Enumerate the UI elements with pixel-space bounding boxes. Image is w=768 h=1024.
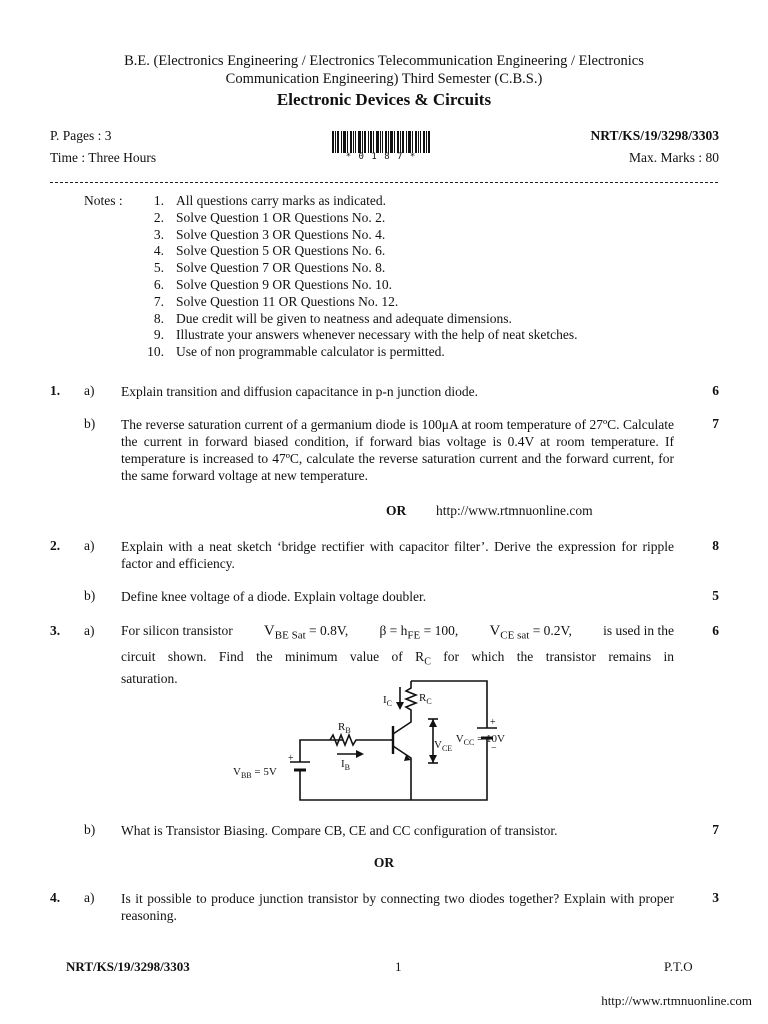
page-count: P. Pages : 3: [50, 128, 112, 143]
note-number: 5.: [153, 260, 164, 276]
page-number: 1: [395, 959, 402, 974]
paper-code: NRT/KS/19/3298/3303: [590, 128, 719, 143]
note-item: [153, 310, 512, 328]
question-marks: 6: [712, 383, 719, 398]
text-line: saturation.: [121, 671, 178, 687]
text-line: circuit shown. Find the minimum value of $R_C$ for which the transistor remains in: [121, 648, 674, 668]
note-number: 9.: [153, 327, 164, 343]
question-part: b): [84, 416, 96, 431]
note-item: [147, 344, 445, 361]
vcc-minus: −: [491, 743, 497, 754]
footer-code: NRT/KS/19/3298/3303: [66, 959, 190, 974]
note-number: 4.: [153, 243, 164, 259]
question-marks: 6: [712, 623, 719, 638]
note-text: All questions carry marks as indicated.: [176, 193, 386, 208]
question-marks: 3: [712, 890, 719, 905]
note-item: [153, 327, 578, 344]
transistor-circuit-diagram: [225, 676, 515, 806]
vcc-plus: +: [490, 717, 496, 728]
question-number: 4.: [50, 890, 61, 905]
question-part: a): [84, 890, 95, 905]
note-number: 3.: [153, 226, 164, 242]
vce-expr: $V_{CE sat} = 0.2V$,: [489, 623, 572, 642]
note-text: Solve Question 9 OR Questions No. 10.: [176, 277, 392, 292]
question-marks: 5: [712, 588, 719, 603]
question-text: Is it possible to produce junction transistor by connecting two diodes together? Explain with proper reasoning.: [121, 891, 674, 923]
website-link[interactable]: http://www.rtmnuonline.com: [436, 503, 593, 518]
or-separator: OR: [386, 503, 407, 518]
rb-label: $R_B$: [338, 721, 351, 735]
note-item: [153, 209, 386, 227]
vbe-expr: $V_{BE Sat} = 0.8V$,: [263, 623, 349, 642]
vcc-label: $V_{CC} = 10V$: [455, 733, 505, 747]
note-text: Solve Question 3 OR Questions No. 4.: [176, 226, 386, 242]
beta-expr: $\beta = h_{FE} = 100$,: [379, 623, 459, 642]
text-fragment: is used in the: [603, 623, 674, 638]
note-number: 7.: [153, 293, 164, 309]
note-text: Due credit will be given to neatness and adequate dimensions.: [176, 310, 512, 326]
header-line-2: Communication Engineering) Third Semester (C.B.S.): [225, 71, 543, 87]
question-text: Define knee voltage of a diode. Explain voltage doubler.: [121, 589, 427, 604]
vbb-plus: +: [288, 753, 294, 764]
question-marks: 7: [712, 822, 719, 837]
rc-label: $R_C$: [419, 692, 432, 706]
or-separator: OR: [373, 855, 395, 870]
note-item: [153, 293, 399, 311]
note-text: Solve Question 5 OR Questions No. 6.: [176, 243, 386, 259]
vce-label: $V_{CE}$: [434, 739, 453, 753]
note-item: [153, 226, 386, 244]
ic-label: $I_C$: [383, 694, 393, 708]
note-item: [153, 243, 386, 260]
question-text: What is Transistor Biasing. Compare CB, CE and CC configuration of transistor.: [121, 823, 558, 838]
footer-website-link[interactable]: http://www.rtmnuonline.com: [601, 993, 752, 1008]
note-number: 6.: [153, 277, 164, 292]
max-marks: Max. Marks : 80: [629, 150, 719, 165]
barcode: [332, 131, 430, 153]
question-number: 1.: [50, 383, 61, 398]
pto-label: P.T.O: [664, 959, 693, 974]
note-text: Solve Question 11 OR Questions No. 12.: [176, 293, 399, 309]
note-text: Solve Question 1 OR Questions No. 2.: [176, 209, 386, 225]
note-text: Illustrate your answers whenever necessary with the help of neat sketches.: [176, 327, 578, 343]
note-number: 2.: [153, 209, 164, 225]
question-part: a): [84, 383, 95, 398]
note-number: 8.: [153, 310, 164, 326]
question-marks: 8: [712, 538, 719, 553]
question-part: a): [84, 623, 95, 638]
note-item: [153, 193, 386, 210]
text-fragment: For silicon transistor: [121, 623, 233, 638]
note-number: 1.: [153, 193, 164, 208]
question-text: The reverse saturation current of a germanium diode is 100μA at room temperature of 27ºC. Calculate the current in forward biased condition, if forward bias voltage is 0.4V at room temperature. If temperature is increased to 47ºC, calculate the reverse saturation current and the forward current, for the same forward voltage at new temperature.: [121, 417, 674, 483]
note-item: [153, 260, 386, 277]
notes-label: Notes :: [84, 193, 123, 208]
subject-title: Electronic Devices & Circuits: [276, 90, 492, 109]
note-text: Use of non programmable calculator is permitted.: [176, 344, 445, 360]
question-part: b): [84, 588, 96, 603]
header-line-1: B.E. (Electronics Engineering / Electronics Telecommunication Engineering / Electronics: [124, 53, 644, 69]
question-part: b): [84, 822, 96, 837]
separator-line: [50, 182, 718, 183]
question-number: 3.: [50, 623, 61, 638]
question-part: a): [84, 538, 95, 553]
exam-time: Time : Three Hours: [50, 150, 157, 165]
note-item: [153, 277, 392, 294]
question-marks: 7: [712, 416, 719, 431]
note-text: Solve Question 7 OR Questions No. 8.: [176, 260, 386, 276]
question-number: 2.: [50, 538, 61, 553]
vbb-label: $V_{BB} = 5V$: [233, 766, 277, 780]
question-text: Explain transition and diffusion capacitance in p-n junction diode.: [121, 384, 479, 399]
question-text: Explain with a neat sketch ‘bridge rectifier with capacitor filter’. Derive the expression for ripple factor and efficiency.: [121, 539, 674, 571]
note-number: 10.: [147, 344, 164, 360]
barcode-number: * 0 1 8 7 *: [345, 152, 417, 162]
ib-label: $I_B$: [341, 758, 351, 772]
